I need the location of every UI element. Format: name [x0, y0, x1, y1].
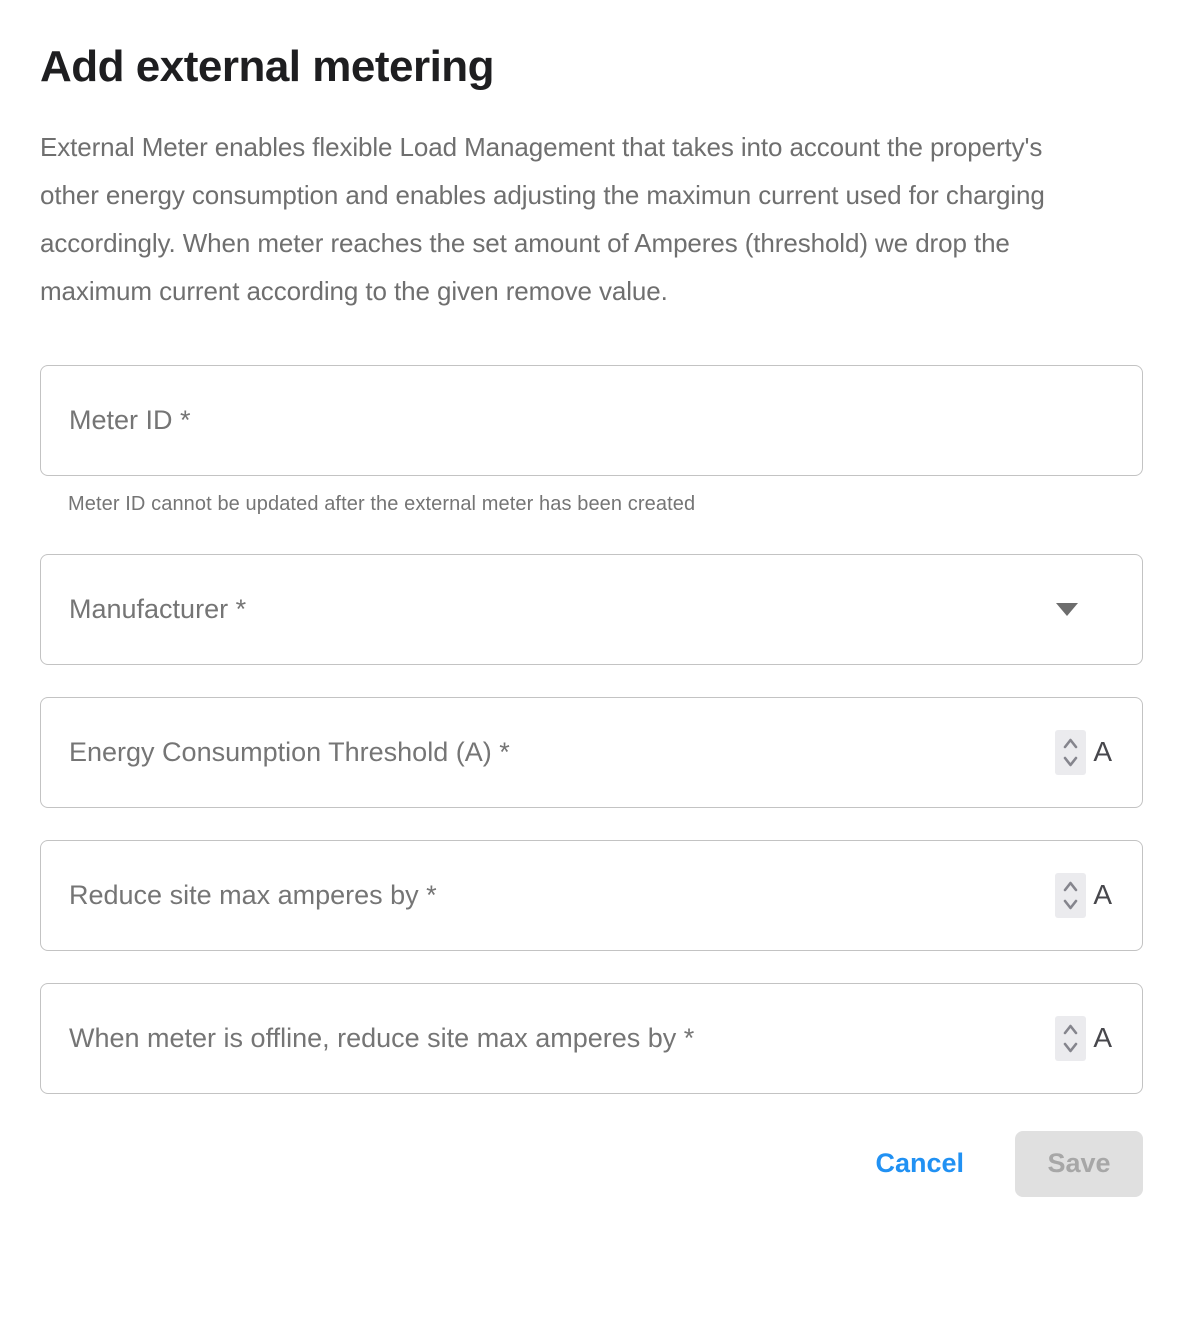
threshold-input[interactable] — [69, 737, 1055, 768]
reduce-by-stepper-icon[interactable] — [1055, 873, 1086, 918]
meter-id-helper-text: Meter ID cannot be updated after the external meter has been created — [68, 492, 696, 515]
reduce-by-field — [40, 840, 1143, 951]
manufacturer-select-placeholder: Manufacturer * — [69, 593, 247, 624]
offline-reduce-by-unit-label: A — [1093, 1022, 1112, 1054]
dialog-description: External Meter enables flexible Load Management that takes into account the property's other energy consumption and enables adjusting the maximun current used for charging accordingly. When meter reaches the set amount of Amperes (threshold) we drop the maximum current according to the given remove value. — [40, 131, 1045, 306]
threshold-unit-label: A — [1093, 736, 1112, 768]
meter-id-field — [40, 365, 1143, 476]
meter-id-input[interactable] — [69, 405, 1112, 436]
reduce-by-input[interactable] — [69, 880, 1055, 911]
offline-reduce-by-stepper-icon[interactable] — [1055, 1016, 1086, 1061]
reduce-by-unit-label: A — [1093, 879, 1112, 911]
offline-reduce-by-field — [40, 983, 1143, 1094]
dialog-actions — [40, 1131, 1143, 1197]
threshold-field — [40, 697, 1143, 808]
cancel-button[interactable]: Cancel — [875, 1148, 964, 1179]
threshold-stepper-icon[interactable] — [1055, 730, 1086, 775]
chevron-down-icon — [1056, 603, 1078, 616]
save-button[interactable]: Save — [1015, 1131, 1143, 1197]
page-title: Add external metering — [40, 42, 495, 91]
offline-reduce-by-input[interactable] — [69, 1023, 1055, 1054]
manufacturer-select[interactable] — [40, 554, 1143, 665]
